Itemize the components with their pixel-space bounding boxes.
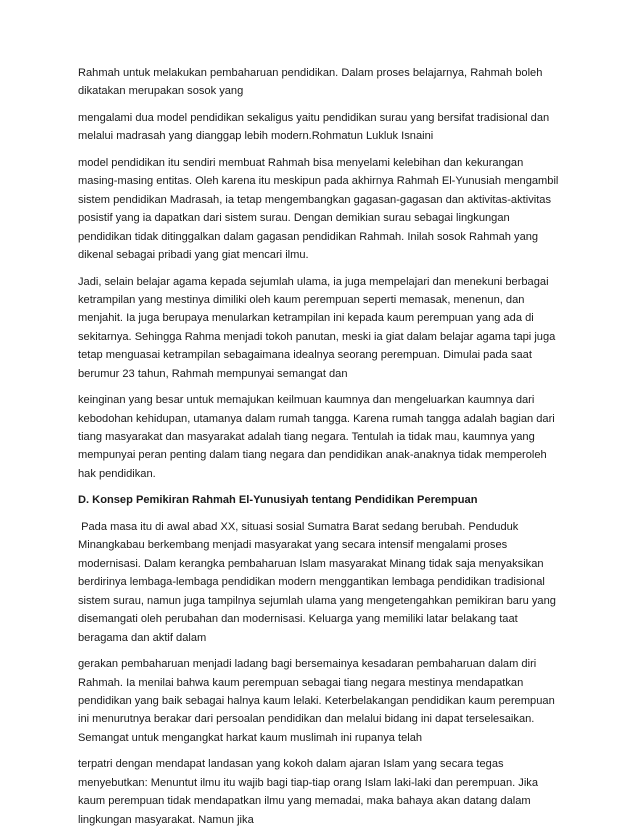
paragraph: keinginan yang besar untuk memajukan keilmuan kaumnya dan mengeluarkan kaumnya dari kebodohan kehidupan, utamanya dalam rumah tangga. Karena rumah tangga adalah bagian dari tiang masyarakat dan masyarakat adalah tiang negara. Tentulah ia tidak mau, kaumnya yang mempunyai peran penting dalam tiang negara dan pendidikan anak-anaknya tidak memperoleh hak pendidikan. [78,394,555,480]
paragraph: model pendidikan itu sendiri membuat Rahmah bisa menyelami kelebihan dan kekurangan masing-masing entitas. Oleh karena itu meskipun pada akhirnya Rahmah El-Yunusiah mengambil sistem pendidikan Madrasah, ia tetap mengembangkan gagasan-gagasan dan aktivitas-aktivitas posistif yang ia dapatkan dari sistem surau. Dengan demikian surau sebagai lingkungan pendidikan tidak ditinggalkan dalam gagasan pendidikan Rahmah. Inilah sosok Rahmah yang dikenal sebagai pribadi yang giat mencari ilmu. [78,157,559,262]
paragraph: gerakan pembaharuan menjadi ladang bagi bersemainya kesadaran pembaharuan dalam diri Rahmah. Ia menilai bahwa kaum perempuan sebagai tiang negara mestinya mendapatkan pendidikan yang baik sebagai halnya kaum lelaki. Keterbelakangan pendidikan kaum perempuan ini menurutnya berakar dari persoalan pendidikan dan melalui bidang ini dapat terselesaikan. Semangat untuk mengangkat harkat kaum muslimah ini rupanya telah [78,658,555,744]
document-page [78,64,563,837]
paragraph: Jadi, selain belajar agama kepada sejumlah ulama, ia juga mempelajari dan menekuni berbagai ketrampilan yang mestinya dimiliki oleh kaum perempuan seperti memasak, menenun, dan menjahit. Ia juga berupaya menularkan ketrampilan ini kepada kaum perempuan yang ada di sekitarnya. Sehingga Rahma menjadi tokoh panutan, meski ia giat dalam belajar agama tapi juga tetap menguasai ketrampilan sebagaimana idealnya seorang perempuan. Dimulai pada saat berumur 23 tahun, Rahmah mempunyai semangat dan [78,275,556,380]
paragraph: Rahmah untuk melakukan pembaharuan pendidikan. Dalam proses belajarnya, Rahmah boleh dikatakan merupakan sosok yang [78,67,543,98]
paragraph: mengalami dua model pendidikan sekaligus yaitu pendidikan surau yang bersifat tradisional dan melalui madrasah yang dianggap lebih modern.Rohmatun Lukluk Isnaini [78,112,550,143]
paragraph: terpatri dengan mendapat landasan yang kokoh dalam ajaran Islam yang secara tegas menyebutkan: Menuntut ilmu itu wajib bagi tiap-tiap orang Islam laki-laki dan perempuan. Jika kaum perempuan tidak mendapatkan ilmu yang memadai, maka bahaya akan datang dalam lingkungan masyarakat. Namun jika [78,758,539,826]
paragraph: Pada masa itu di awal abad XX, situasi sosial Sumatra Barat sedang berubah. Penduduk Minangkabau berkembang menjadi masyarakat yang secara intensif mengalami proses modernisasi. Dalam kerangka pembaharuan Islam masyarakat Minang tidak saja menyaksikan berdirinya lembaga-lembaga pendidikan modern menggantikan lembaga pendidikan tradisional sistem surau, namun juga tampilnya sejumlah ulama yang mengetengahkan pemikiran baru yang disemangati oleh perubahan dan modernisasi. Keluarga yang memiliki latar belakang taat beragama dan aktif dalam [78,521,560,644]
section-heading: D. Konsep Pemikiran Rahmah El-Yunusiyah tentang Pendidikan Perempuan [78,494,478,507]
